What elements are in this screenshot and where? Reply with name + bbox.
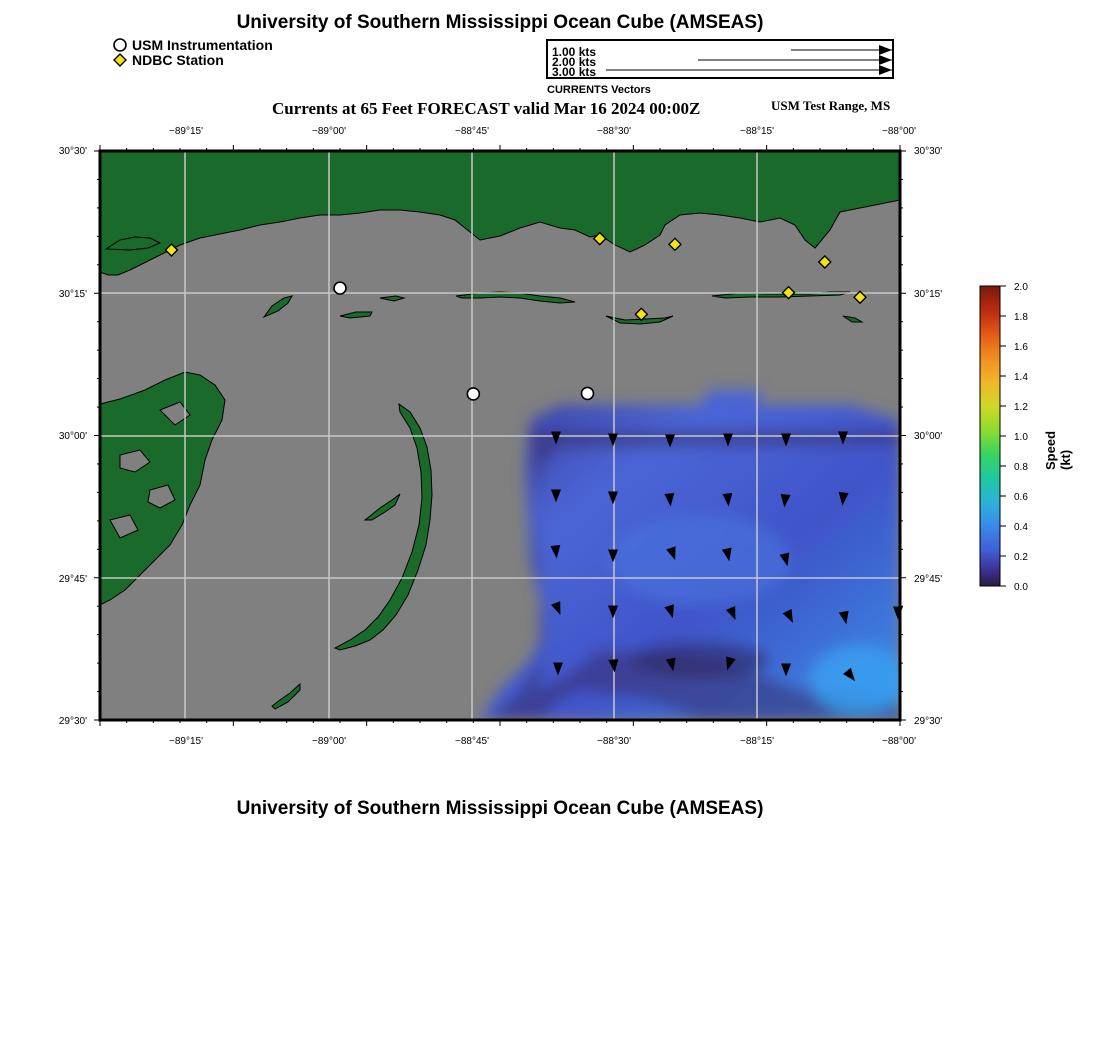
vector-scale-3kt: 3.00 kts bbox=[552, 65, 597, 79]
colorbar-tick-label: 0.6 bbox=[1014, 492, 1028, 503]
lat-tick-left-1: 30°30' bbox=[58, 146, 87, 157]
lon-tick-top-6: −88°00' bbox=[882, 126, 916, 137]
lon-tick-bottom-2: −89°00' bbox=[312, 736, 346, 747]
lat-tick-left-2: 30°15' bbox=[58, 289, 87, 300]
colorbar-gradient bbox=[980, 286, 1000, 586]
lon-tick-bottom-4: −88°30' bbox=[597, 736, 631, 747]
usm-station-marker bbox=[467, 388, 479, 400]
lat-tick-right-3: 30°00' bbox=[914, 431, 943, 442]
lon-tick-top-3: −88°45' bbox=[455, 126, 489, 137]
lon-tick-bottom-3: −88°45' bbox=[455, 736, 489, 747]
current-speed-field bbox=[480, 390, 910, 720]
region-label: USM Test Range, MS bbox=[771, 98, 891, 113]
vector-scale-1kt: 1.00 kts bbox=[552, 45, 597, 59]
colorbar-tick-label: 1.8 bbox=[1014, 312, 1028, 323]
colorbar-tick-label: 0.2 bbox=[1014, 552, 1028, 563]
colorbar-tick-label: 0.0 bbox=[1014, 582, 1028, 593]
legend-usm-label: USM Instrumentation bbox=[132, 37, 273, 53]
vector-caption: CURRENTS Vectors bbox=[547, 84, 651, 96]
legend-ndbc-label: NDBC Station bbox=[132, 52, 224, 68]
colorbar-title: Speed (kt) bbox=[1043, 430, 1073, 470]
colorbar-tick-label: 1.6 bbox=[1014, 342, 1028, 353]
lat-tick-left-3: 30°00' bbox=[58, 431, 87, 442]
lon-tick-top-4: −88°30' bbox=[597, 126, 631, 137]
lon-tick-top-2: −89°00' bbox=[312, 126, 346, 137]
speed-colorbar bbox=[980, 282, 1028, 593]
lat-tick-right-5: 29°30' bbox=[914, 716, 943, 727]
lon-tick-bottom-1: −89°15' bbox=[169, 736, 203, 747]
vector-scale-2kt: 2.00 kts bbox=[552, 55, 597, 69]
lon-tick-top-1: −89°15' bbox=[169, 126, 203, 137]
lat-tick-right-4: 29°45' bbox=[914, 574, 943, 585]
lat-tick-left-5: 29°30' bbox=[58, 716, 87, 727]
lon-tick-bottom-6: −88°00' bbox=[882, 736, 916, 747]
lat-tick-left-4: 29°45' bbox=[58, 574, 87, 585]
map-title: University of Southern Mississippi Ocean Cube (AMSEAS) bbox=[236, 12, 764, 33]
lat-tick-right-1: 30°30' bbox=[914, 146, 943, 157]
colorbar-tick-label: 2.0 bbox=[1014, 282, 1028, 293]
colorbar-tick-label: 0.4 bbox=[1014, 522, 1028, 533]
usm-station-marker bbox=[334, 282, 346, 294]
lon-tick-top-5: −88°15' bbox=[740, 126, 774, 137]
lon-tick-bottom-5: −88°15' bbox=[740, 736, 774, 747]
colorbar-tick-label: 1.0 bbox=[1014, 432, 1028, 443]
bottom-title: University of Southern Mississippi Ocean Cube (AMSEAS) bbox=[236, 798, 764, 819]
lat-tick-right-2: 30°15' bbox=[914, 289, 943, 300]
forecast-subtitle: Currents at 65 Feet FORECAST valid Mar 16 2024 00:00Z bbox=[272, 99, 701, 118]
usm-station-marker bbox=[581, 387, 593, 399]
colorbar-tick-label: 1.4 bbox=[1014, 372, 1028, 383]
colorbar-tick-label: 1.2 bbox=[1014, 402, 1028, 413]
colorbar-tick-label: 0.8 bbox=[1014, 462, 1028, 473]
